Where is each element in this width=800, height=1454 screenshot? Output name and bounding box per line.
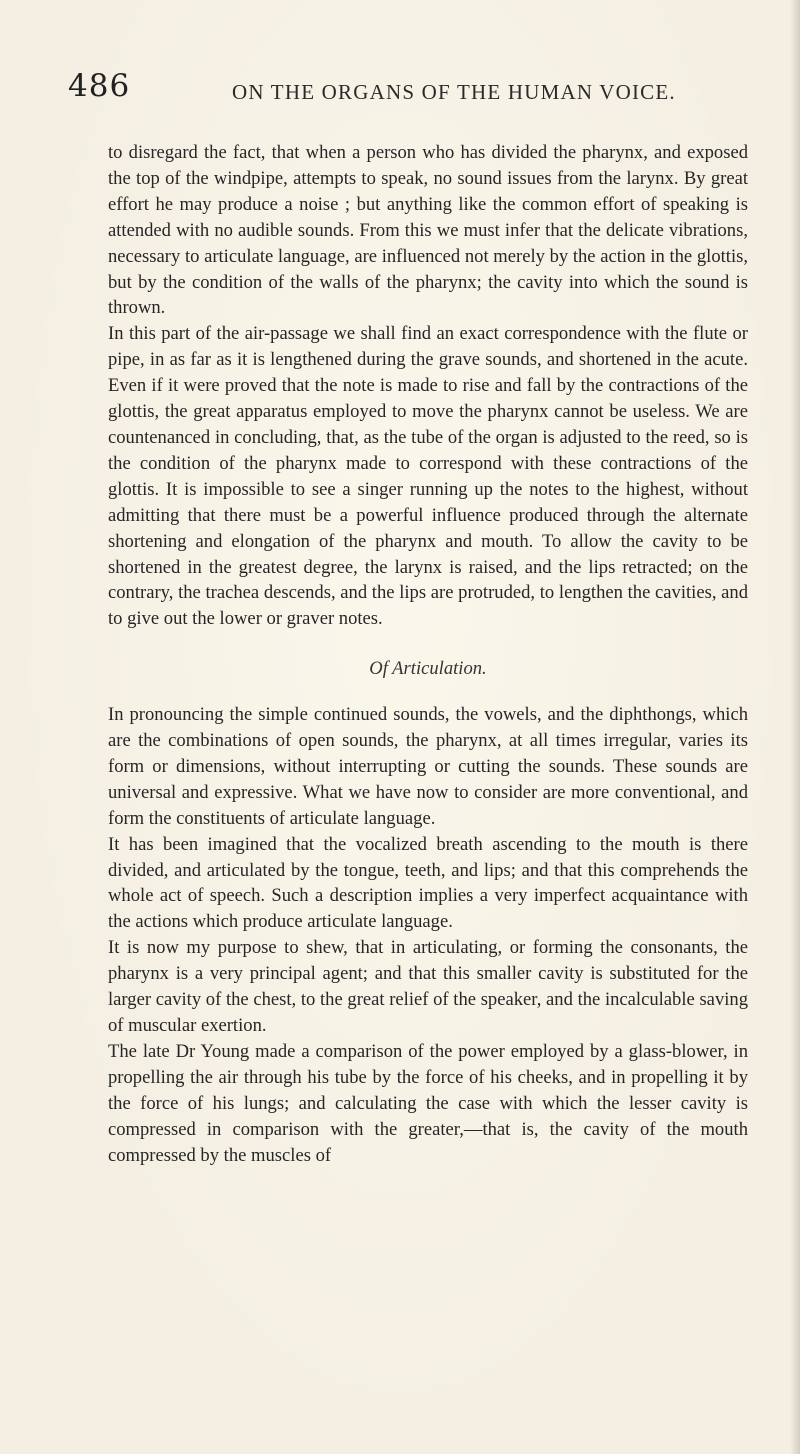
body-text [108,140,748,1168]
paragraph: The late Dr Young made a comparison of the power employed by a glass-blower, in propelling the air through his tube by the force of his cheeks, and in propelling it by the force of his lungs; and calculating the case with which the lesser cavity is compressed in comparison with the greater,—that is, the cavity of the mouth compressed by the muscles of [108,1040,748,1166]
page-edge-shadow [790,0,800,1454]
page-number: 486 [68,68,131,104]
section-heading: Of Articulation. [369,658,487,680]
paragraph: In pronouncing the simple continued sounds, the vowels, and the diphthongs, which are the combinations of open sounds, the pharynx, at all times irregular, varies its form or dimensions, without interrupting or cutting the sounds. These sounds are universal and expressive. What we have now to consider are more conventional, and form the constituents of articulate language. [108,704,748,829]
paragraph: to disregard the fact, that when a person who has divided the pharynx, and exposed the top of the windpipe, attempts to speak, no sound issues from the larynx. By great effort he may produce a noise ; but anything like the common effort of speaking is attended with no audible sounds. From this we must infer that the delicate vibrations, necessary to articulate language, are influenced not merely by the action in the glottis, but by the condition of the walls of the pharynx; the cavity into which the sound is thrown. [108,142,748,319]
paragraph: It has been imagined that the vocalized breath ascending to the mouth is there divided, and articulated by the tongue, teeth, and lips; and that this comprehends the whole act of speech. Such a description implies a very imperfect acquaintance with the actions which produce articulate language. [108,833,748,933]
paragraph: It is now my purpose to shew, that in articulating, or forming the consonants, the pharynx is a very principal agent; and that this smaller cavity is substituted for the larger cavity of the chest, to the great relief of the speaker, and the incalculable saving of muscular exertion. [108,937,748,1036]
running-title: ON THE ORGANS OF THE HUMAN VOICE. [232,80,676,104]
paragraph: In this part of the air-passage we shall find an exact correspondence with the flute or pipe, in as far as it is lengthened during the grave sounds, and shortened in the acute. Even if it were proved that the note is made to rise and fall by the contractions of the glottis, the great apparatus employed to move the pharynx cannot be useless. We are countenanced in concluding, that, as the tube of the organ is adjusted to the reed, so is the condition of the pharynx made to correspond with these contractions of the glottis. It is impossible to see a singer running up the notes to the highest, without admitting that there must be a powerful influence produced through the alternate shortening and elongation of the pharynx and mouth. To allow the cavity to be shortened in the greatest degree, the larynx is raised, and the lips retracted; on the contrary, the trachea descends, and the lips are protruded, to lengthen the cavities, and to give out the lower or graver notes. [108,323,748,630]
